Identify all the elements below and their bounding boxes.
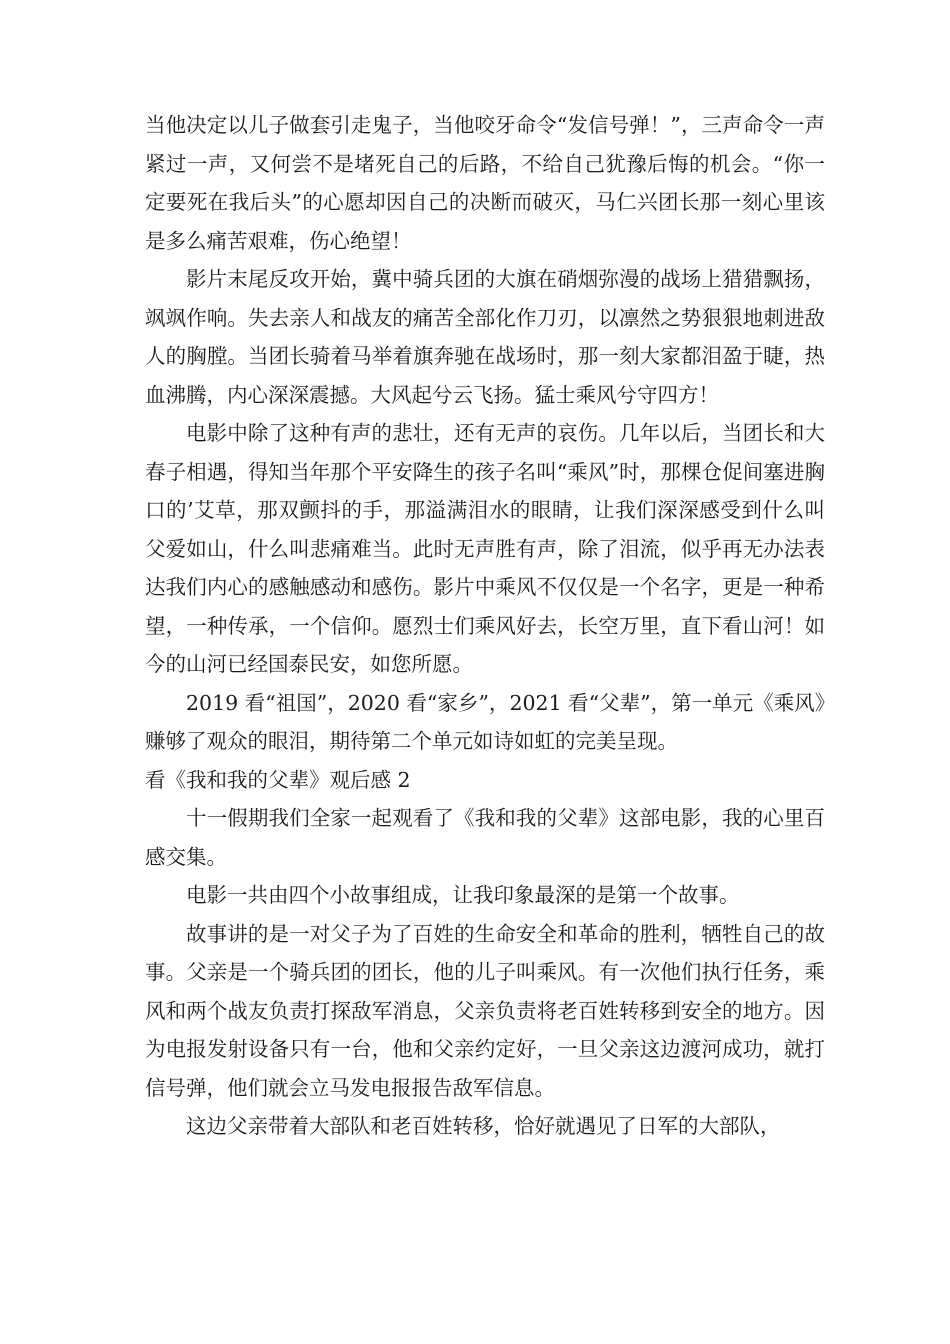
paragraph-3: 电影中除了这种有声的悲壮，还有无声的哀伤。几年以后，当团长和大春子相遇，得知当年那个平安降生的孩子名叫“乘风”时，那棵仓促间塞进胸口的’艾草，那双颤抖的手，那溢满泪水的眼睛，让我们深深感受到什么叫父爱如山，什么叫悲痛难当。此时无声胜有声，除了泪流，似乎再无办法表达我们内心的感触感动和感伤。影片中乘风不仅仅是一个名字，更是一种希望，一种传承，一个信仰。愿烈士们乘风好去，长空万里，直下看山河！如今的山河已经国泰民安，如您所愿。 [145, 421, 825, 676]
paragraph-2: 影片末尾反攻开始，冀中骑兵团的大旗在硝烟弥漫的战场上猎猎飘扬，飒飒作响。失去亲人和战友的痛苦全部化作刀刃，以凛然之势狠狠地刺进敌人的胸膛。当团长骑着马举着旗奔驰在战场时，那一刻大家都泪盈于睫，热血沸腾，内心深深震撼。大风起兮云飞扬。猛士乘风兮守四方！ [145, 267, 825, 407]
document-body [145, 106, 825, 1146]
section-heading: 看《我和我的父辈》观后感 2 [145, 767, 411, 792]
paragraph-1: 当他决定以儿子做套引走鬼子，当他咬牙命令“发信号弹！”，三声命令一声紧过一声，又何尝不是堵死自己的后路，不给自己犹豫后悔的机会。“你一定要死在我后头”的心愿却因自己的决断而破灭，马仁兴团长那一刻心里该是多么痛苦艰难，伤心绝望！ [145, 113, 825, 253]
paragraph-6: 电影一共由四个小故事组成，让我印象最深的是第一个故事。 [186, 883, 740, 907]
paragraph-5: 十一假期我们全家一起观看了《我和我的父辈》这部电影，我的心里百感交集。 [145, 806, 825, 869]
paragraph-7: 故事讲的是一对父子为了百姓的生命安全和革命的胜利，牺牲自己的故事。父亲是一个骑兵团的团长，他的儿子叫乘风。有一次他们执行任务，乘风和两个战友负责打探敌军消息，父亲负责将老百姓转移到安全的地方。因为电报发射设备只有一台，他和父亲约定好，一旦父亲这边渡河成功，就打信号弹，他们就会立马发电报报告敌军信息。 [145, 921, 825, 1100]
paragraph-4: 2019 看“祖国”，2020 看“家乡”，2021 看“父辈”，第一单元《乘风》赚够了观众的眼泪，期待第二个单元如诗如虹的完美呈现。 [145, 690, 825, 753]
paragraph-8: 这边父亲带着大部队和老百姓转移，恰好就遇见了日军的大部队， [186, 1114, 781, 1138]
